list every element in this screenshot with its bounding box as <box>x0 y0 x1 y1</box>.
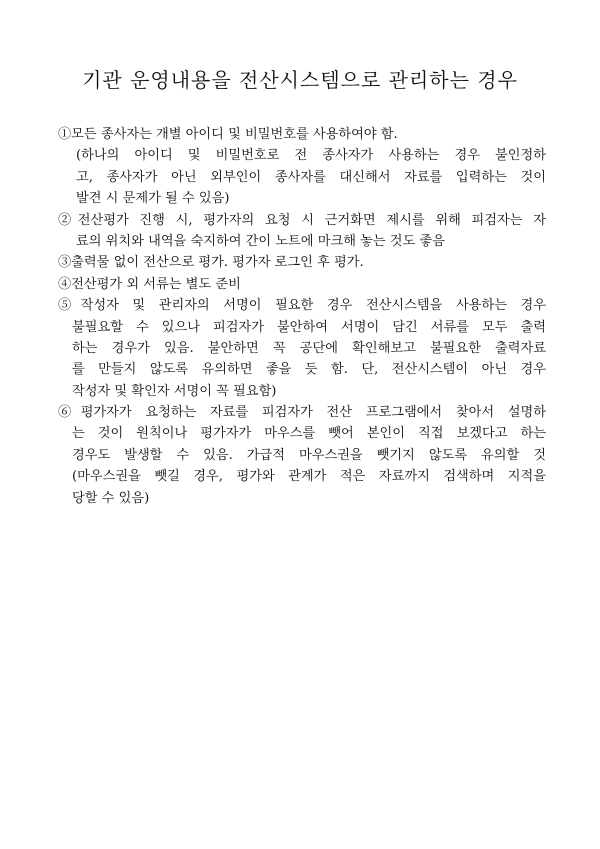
page-title: 기관 운영내용을 전산시스템으로 관리하는 경우 <box>82 68 518 92</box>
item-5-line-4: 를 만들지 않도록 유의하면 좋을 듯 함. 단, 전산시스템이 아닌 경우 <box>72 362 546 378</box>
document-body <box>58 124 546 509</box>
item-1-line-1: ①모든 종사자는 개별 아이디 및 비밀번호를 사용하여야 함. <box>58 127 398 142</box>
item-6-line-3: 경우도 발생할 수 있음. 가급적 마우스권을 뺏기지 않도록 유의할 것 <box>72 447 546 463</box>
item-5-line-2: 불필요할 수 있으나 피검자가 불안하여 서명이 담긴 서류를 모두 출력 <box>72 319 546 335</box>
item-6-line-2: 는 것이 원칙이나 평가자가 마우스를 뺏어 본인이 직접 보겠다고 하는 <box>72 426 546 442</box>
item-2-line-1: ②전산평가 진행 시, 평가자의 요청 시 근거화면 제시를 위해 피검자는 자 <box>58 212 546 228</box>
item-1-line-2: (하나의 아이디 및 비밀번호로 전 종사자가 사용하는 경우 불인정하 <box>76 148 546 164</box>
item-5-line-1: ⑤작성자 및 관리자의 서명이 필요한 경우 전산시스템을 사용하는 경우 <box>58 298 546 314</box>
item-6-line-1: ⑥평가자가 요청하는 자료를 피검자가 전산 프로그램에서 찾아서 설명하 <box>58 405 546 421</box>
item-6-line-5: 당할 수 있음) <box>72 490 150 506</box>
item-2-line-2: 료의 위치와 내역을 숙지하여 간이 노트에 마크해 놓는 것도 좋음 <box>76 233 445 249</box>
item-5-line-5: 작성자 및 확인자 서명이 꼭 필요함) <box>72 383 277 399</box>
item-6-line-4: (마우스권을 뺏길 경우, 평가와 관계가 적은 자료까지 검색하며 지적을 <box>72 469 546 485</box>
item-5-line-3: 하는 경우가 있음. 불안하면 꼭 공단에 확인해보고 불필요한 출력자료 <box>72 340 546 356</box>
item-3-line-1: ③출력물 없이 전산으로 평가. 평가자 로그인 후 평가. <box>58 255 364 271</box>
item-1-line-3: 고, 종사자가 아닌 외부인이 종사자를 대신해서 자료를 입력하는 것이 <box>76 169 546 185</box>
item-1-line-4: 발견 시 문제가 될 수 있음) <box>76 191 230 207</box>
item-4-line-1: ④전산평가 외 서류는 별도 준비 <box>58 276 241 292</box>
